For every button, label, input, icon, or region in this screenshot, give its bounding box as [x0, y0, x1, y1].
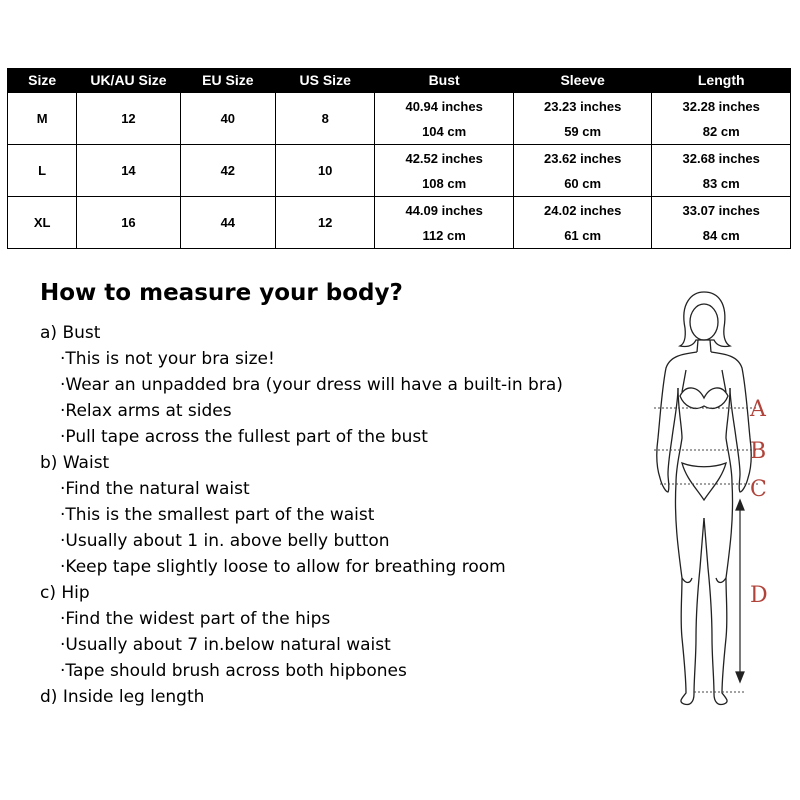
- cell-us: 10: [276, 145, 375, 197]
- cell-us: 8: [276, 93, 375, 145]
- cell-length: [652, 145, 791, 197]
- length-cm: 84 cm: [702, 227, 740, 243]
- cell-us: 12: [276, 197, 375, 249]
- cell-sleeve: [513, 93, 652, 145]
- header-bust: Bust: [375, 68, 514, 93]
- length-cm: 82 cm: [702, 123, 740, 139]
- sleeve-inches: 23.62 inches: [543, 150, 622, 166]
- bust-tip: ·Wear an unpadded bra (your dress will have a built-in bra): [60, 375, 563, 395]
- marker-a: A: [750, 397, 766, 422]
- measure-guide: [40, 280, 600, 710]
- length-inches: 32.28 inches: [682, 98, 760, 114]
- length-cm: 83 cm: [702, 175, 740, 191]
- cell-size: XL: [8, 197, 77, 249]
- sleeve-cm: 61 cm: [564, 227, 602, 243]
- cell-sleeve: [513, 145, 652, 197]
- header-sleeve: Sleeve: [513, 68, 652, 93]
- waist-tip: ·This is the smallest part of the waist: [60, 505, 375, 525]
- cell-uk-au: 12: [77, 93, 180, 145]
- section-hip-label: c) Hip: [40, 583, 90, 603]
- bust-tip: ·Pull tape across the fullest part of the bust: [60, 427, 428, 447]
- marker-c: C: [750, 477, 767, 502]
- bust-cm: 104 cm: [422, 123, 467, 139]
- bust-tip: ·Relax arms at sides: [60, 401, 232, 421]
- sleeve-cm: 59 cm: [564, 123, 602, 139]
- bust-cm: 112 cm: [422, 227, 466, 243]
- length-inches: 33.07 inches: [682, 202, 760, 218]
- sleeve-inches: 23.23 inches: [543, 98, 622, 114]
- bust-tip: ·This is not your bra size!: [60, 349, 275, 369]
- cell-length: [652, 93, 791, 145]
- hip-tip: ·Tape should brush across both hipbones: [60, 661, 407, 681]
- header-uk-au-size: UK/AU Size: [77, 68, 180, 93]
- sleeve-cm: 60 cm: [564, 175, 602, 191]
- bust-inches: 44.09 inches: [405, 202, 483, 218]
- table-row: [8, 145, 791, 197]
- header-eu-size: EU Size: [180, 68, 275, 93]
- bust-inches: 42.52 inches: [405, 150, 483, 166]
- body-measurement-figure: [620, 288, 790, 728]
- length-inches: 32.68 inches: [682, 150, 760, 166]
- cell-bust: [375, 145, 514, 197]
- section-waist-label: b) Waist: [40, 453, 110, 473]
- sleeve-inches: 24.02 inches: [543, 202, 622, 218]
- cell-uk-au: 14: [77, 145, 180, 197]
- waist-tip: ·Find the natural waist: [60, 479, 250, 499]
- size-chart-table: [7, 68, 791, 249]
- bust-cm: 108 cm: [422, 175, 467, 191]
- cell-bust: [375, 93, 514, 145]
- section-inside-leg-label: d) Inside leg length: [40, 687, 205, 707]
- header-us-size: US Size: [276, 68, 375, 93]
- marker-d: D: [750, 583, 768, 608]
- header-length: Length: [652, 68, 791, 93]
- section-bust-label: a) Bust: [40, 323, 101, 343]
- table-row: [8, 197, 791, 249]
- marker-b: B: [750, 439, 767, 464]
- hip-tip: ·Find the widest part of the hips: [60, 609, 331, 629]
- cell-length: [652, 197, 791, 249]
- table-row: [8, 93, 791, 145]
- table-header-row: [8, 68, 791, 93]
- cell-eu: 40: [180, 93, 275, 145]
- cell-uk-au: 16: [77, 197, 180, 249]
- hip-tip: ·Usually about 7 in.below natural waist: [60, 635, 391, 655]
- cell-size: L: [8, 145, 77, 197]
- guide-title: How to measure your body?: [40, 280, 403, 306]
- cell-sleeve: [513, 197, 652, 249]
- body-outline-illustration: [620, 288, 790, 728]
- cell-eu: 42: [180, 145, 275, 197]
- cell-size: M: [8, 93, 77, 145]
- cell-eu: 44: [180, 197, 275, 249]
- waist-tip: ·Usually about 1 in. above belly button: [60, 531, 390, 551]
- cell-bust: [375, 197, 514, 249]
- header-size: Size: [8, 68, 77, 93]
- waist-tip: ·Keep tape slightly loose to allow for breathing room: [60, 557, 506, 577]
- bust-inches: 40.94 inches: [405, 98, 483, 114]
